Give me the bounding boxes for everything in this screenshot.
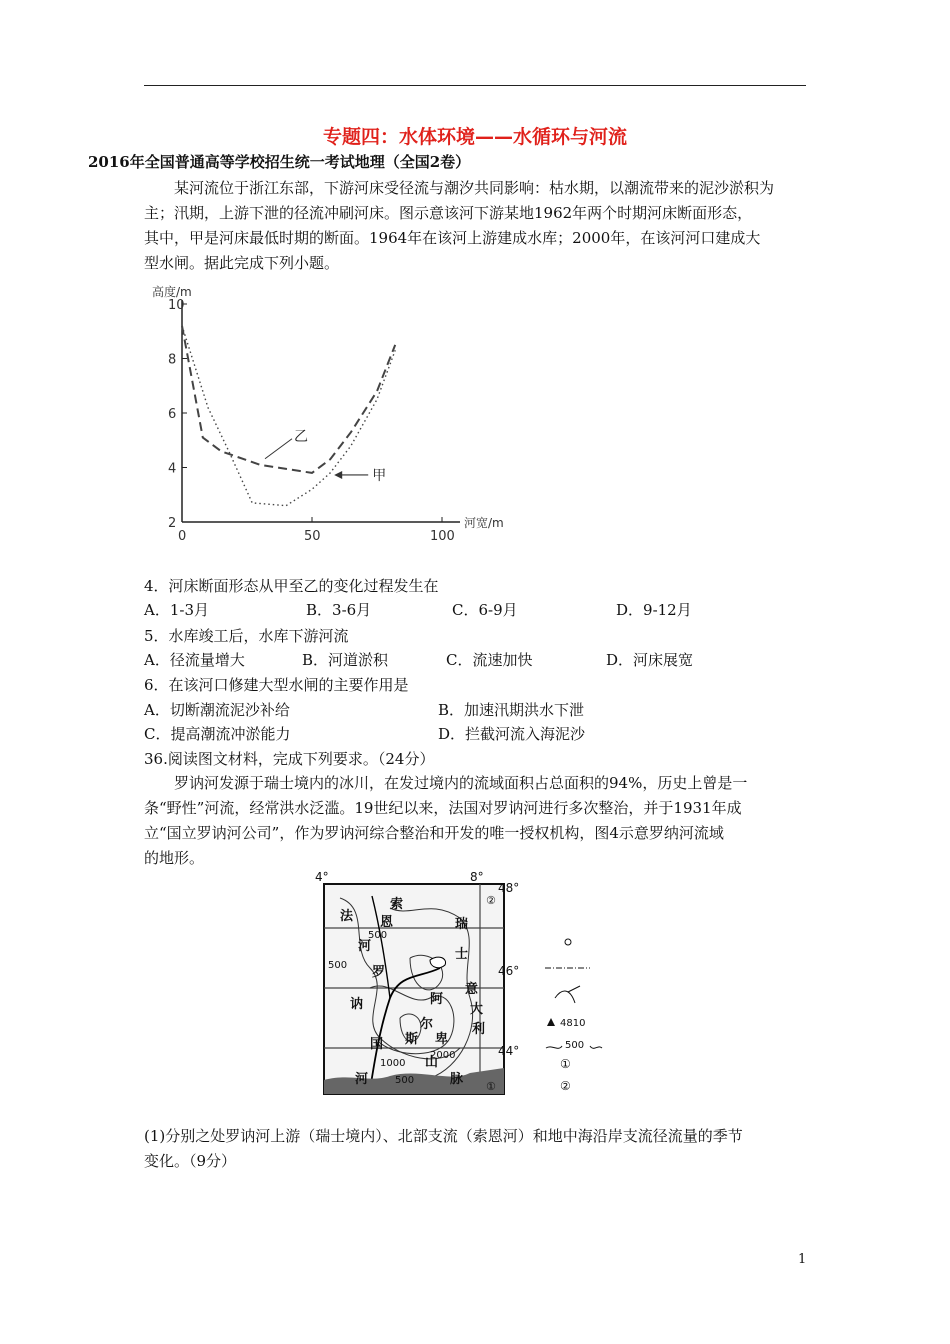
place-label: 斯 (405, 1032, 419, 1047)
x-tick-label: 100 (430, 529, 455, 544)
intro-line: 其中，甲是河床最低时期的断面。1964年在该河上游建成水库；2000年，在该河河口建成大 (144, 229, 761, 247)
intro-paragraph (144, 176, 808, 276)
q4-stem: 4．河床断面形态从甲至乙的变化过程发生在 (144, 577, 439, 595)
q36-sub1 (144, 1124, 808, 1174)
place-label: 卑 (435, 1032, 449, 1047)
place-label: 意 (465, 982, 479, 997)
q36-line: 立“国立罗讷河公司”，作为罗讷河综合整治和开发的唯一授权机构，图4示意罗纳河流域 (144, 824, 724, 842)
rhone-basin-map (310, 868, 610, 1113)
y-axis-label: 高度/m (152, 285, 192, 299)
q36-line: 条“野性”河流，经常洪水泛滥。19世纪以来，法国对罗讷河进行多次整治，并于1931年成 (144, 799, 742, 817)
page-number: 1 (798, 1252, 807, 1267)
q36-sub1-line: (1)分别之处罗讷河上游（瑞士境内）、北部支流（索恩河）和地中海沿岸支流径流量的季节 (144, 1127, 743, 1145)
place-label: 脉 (450, 1072, 464, 1087)
legend-item-1: ① (560, 1057, 571, 1071)
series-label-甲: 甲 (372, 467, 387, 484)
arrow-head-icon (334, 471, 342, 479)
place-label: 河 (358, 939, 372, 954)
marker-label: ① (486, 1080, 496, 1093)
x-tick-label: 0 (178, 529, 187, 544)
place-label: 法 (340, 909, 354, 924)
q4-option-b[interactable]: B．3-6月 (306, 601, 372, 619)
q36-sub1-line: 变化。（9分） (144, 1152, 237, 1170)
intro-line: 某河流位于浙江东部，下游河床受径流与潮汐共同影响：枯水期，以潮流带来的泥沙淤积为 (174, 179, 775, 197)
lat-label: 48° (498, 881, 520, 895)
place-label: 尔 (420, 1017, 434, 1032)
q6-option-b[interactable]: B．加速汛期洪水下泄 (438, 701, 585, 719)
city-icon (565, 939, 571, 945)
lat-label: 44° (498, 1044, 520, 1058)
legend-peak-value: 4810 (560, 1018, 586, 1029)
contour-label: 2000 (430, 1050, 456, 1061)
place-label: 山 (425, 1055, 439, 1070)
q36-line: 的地形。 (144, 849, 205, 867)
y-tick-label: 8 (168, 352, 177, 368)
q5-option-b[interactable]: B．河道淤积 (302, 651, 389, 669)
place-label: 瑞 (455, 917, 469, 932)
place-label: 罗 (372, 965, 386, 980)
header-rule (144, 85, 806, 86)
q4-option-a[interactable]: A．1-3月 (144, 601, 209, 619)
page-title: 专题四：水体环境——水循环与河流 (322, 126, 627, 148)
lon-label: 8° (470, 870, 484, 884)
legend-item-2: ② (560, 1079, 571, 1093)
place-label: 大 (470, 1002, 484, 1017)
legend-contour-value: 500 (565, 1040, 585, 1051)
q5-option-a[interactable]: A．径流量增大 (144, 651, 245, 669)
series-line-乙 (182, 326, 395, 473)
marker-label: ② (486, 894, 496, 907)
river-legend-icon (555, 986, 580, 1003)
contour-label: 1000 (380, 1058, 406, 1069)
x-tick-label: 50 (304, 529, 321, 544)
q6-stem: 6．在该河口修建大型水闸的主要作用是 (144, 676, 409, 694)
q6-option-c[interactable]: C．提高潮流冲淤能力 (144, 725, 291, 743)
q36-stem: 36.阅读图文材料，完成下列要求。（24分） (144, 750, 435, 768)
q4-option-d[interactable]: D．9-12月 (616, 601, 692, 619)
place-label: 恩 (380, 915, 394, 930)
place-label: 阿 (430, 992, 444, 1007)
contour-label: 500 (328, 960, 348, 971)
contour-label: 500 (368, 930, 388, 941)
exam-source: 2016年全国普通高等学校招生统一考试地理（全国2卷） (88, 153, 471, 171)
q4-option-c[interactable]: C．6-9月 (452, 601, 518, 619)
x-axis-label: 河宽/m (464, 516, 504, 530)
peak-icon (547, 1018, 555, 1026)
series-label-乙: 乙 (294, 428, 308, 445)
y-tick-label: 6 (168, 407, 177, 422)
place-label: 士 (455, 947, 469, 962)
contour-label: 500 (395, 1075, 415, 1086)
q6-option-a[interactable]: A．切断潮流泥沙补给 (144, 701, 290, 719)
y-tick-label: 2 (168, 516, 177, 531)
y-tick-label: 4 (168, 461, 177, 477)
place-label: 河 (355, 1072, 369, 1087)
riverbed-profile-chart (140, 270, 540, 555)
intro-line: 主；汛期，上游下泄的径流冲刷河床。图示意该河下游某地1962年两个时期河床断面形态， (144, 204, 753, 222)
map-legend (545, 939, 602, 1093)
intro-line: 型水闸。据此完成下列小题。 (144, 254, 340, 272)
place-label: 国 (370, 1037, 384, 1052)
place-label: 讷 (350, 997, 364, 1012)
q36-material (144, 771, 808, 871)
y-tick-label: 10 (168, 298, 185, 313)
q5-stem: 5．水库竣工后，水库下游河流 (144, 627, 349, 645)
q6-option-d[interactable]: D．拦截河流入海泥沙 (438, 725, 586, 743)
lake-icon (430, 957, 446, 968)
lat-label: 46° (498, 964, 520, 978)
place-label: 利 (472, 1022, 486, 1037)
place-label: 索 (390, 897, 404, 912)
q36-line: 罗讷河发源于瑞士境内的冰川，在发过境内的流域面积占总面积的94%，历史上曾是一 (174, 774, 748, 792)
q5-option-d[interactable]: D．河床展宽 (606, 651, 694, 669)
lon-label: 4° (315, 870, 329, 884)
series-line-甲 (182, 326, 395, 506)
q5-option-c[interactable]: C．流速加快 (446, 651, 533, 669)
series-leader-乙 (265, 439, 292, 459)
